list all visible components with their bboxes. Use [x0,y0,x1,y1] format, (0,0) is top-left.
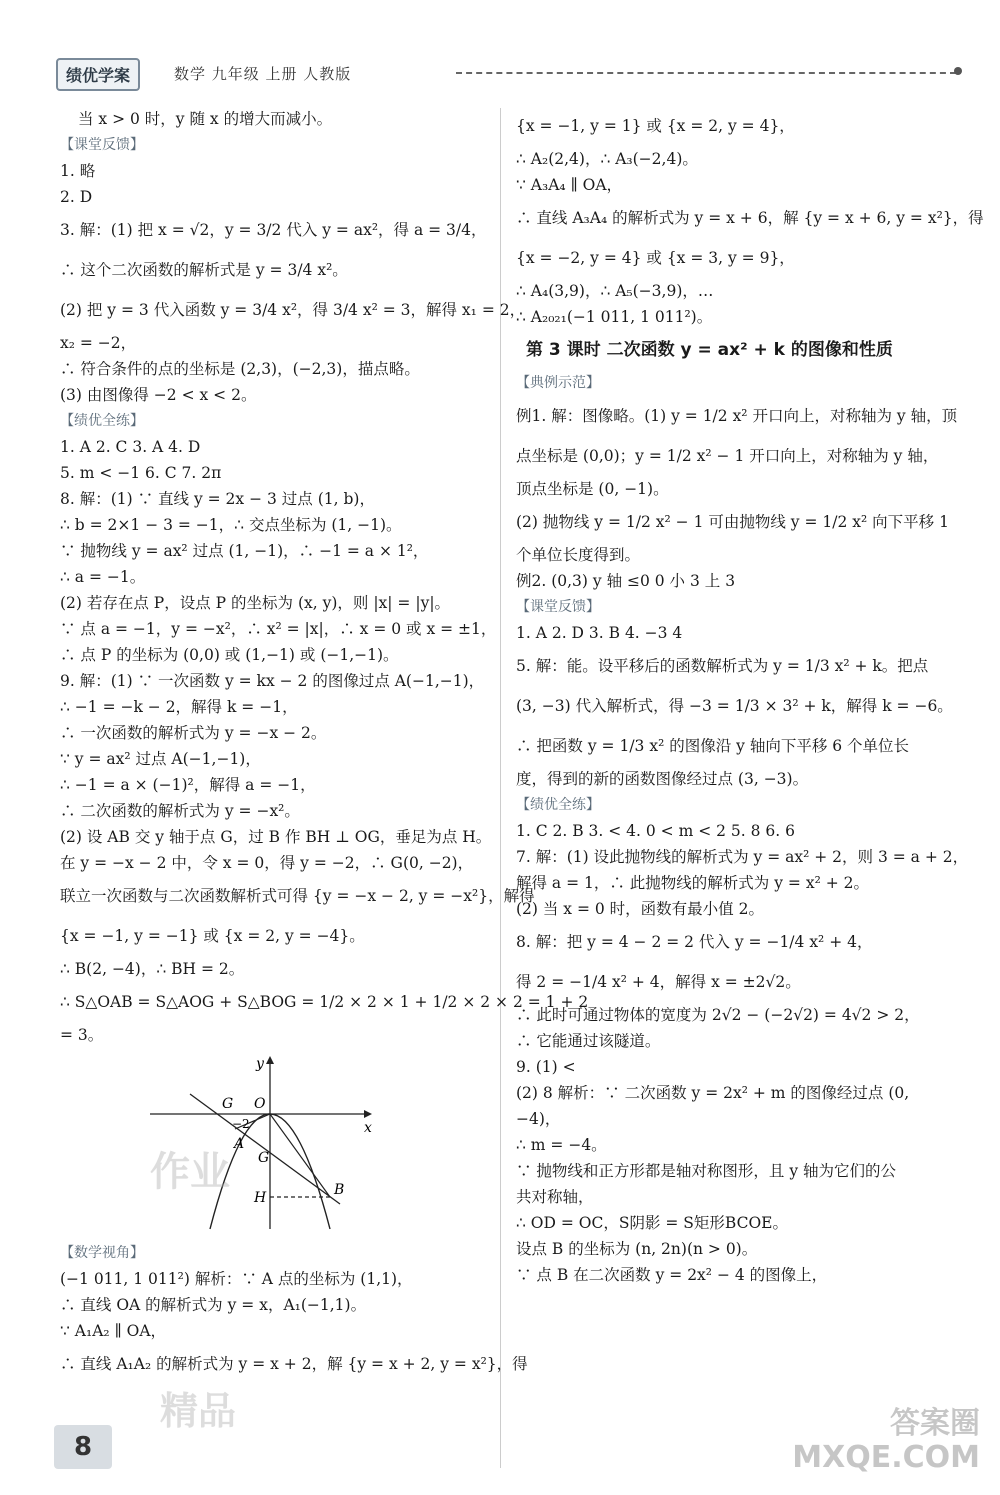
right-line: 例1. 解：图像略。(1) y = 1/2 x² 开口向上，对称轴为 y 轴，顶 [516,407,958,425]
left_after-line: ∴ 直线 OA 的解析式为 y = x，A₁(−1,1)。 [60,1296,367,1314]
left-line: ∵ y = ax² 过点 A(−1,−1)， [60,750,261,768]
left-line: ∴ B(2, −4)，∴ BH = 2。 [60,960,245,978]
right-line: 例2. (0,3) y 轴 ≤0 0 小 3 上 3 [516,572,736,590]
right-line: 顶点坐标是 (0, −1)。 [516,480,669,498]
left-line: 2. D [60,188,93,206]
brand-label: 绩优学案 [56,58,140,91]
label-x: x [364,1120,372,1136]
left-line: 1. 略 [60,162,96,180]
left-line: ∴ a = −1。 [60,568,146,586]
left-after-lines [60,1240,528,1384]
right-line: {x = −2, y = 4} 或 {x = 3, y = 9}， [516,249,795,267]
right-line: ∵ 抛物线和正方形都是轴对称图形，且 y 轴为它们的公 [516,1162,897,1180]
left-line: 1. A 2. C 3. A 4. D [60,438,201,456]
right-line: 【绩优全练】 [516,797,600,813]
right-line: 解得 a = 1，∴ 此抛物线的解析式为 y = x² + 2。 [516,874,869,892]
right-line: 5. 解：能。设平移后的函数解析式为 y = 1/3 x² + k。把点 [516,657,929,675]
right-lines [516,106,984,1288]
left-line: ∴ 点 P 的坐标为 (0,0) 或 (1,−1) 或 (−1,−1)。 [60,646,399,664]
left_after-line: 【数学视角】 [60,1245,144,1261]
left-line: (2) 若存在点 P，设点 P 的坐标为 (x, y)，则 |x| = |y|。 [60,594,451,612]
left-line: 3. 解：(1) 把 x = √2，y = 3/2 代入 y = ax²，得 a = 3/4， [60,221,487,239]
label-neg2: −2 [232,1117,250,1131]
left-line: ∴ 二次函数的解析式为 y = −x²。 [60,802,300,820]
left-line: = 3。 [60,1026,104,1044]
label-o: O [254,1096,266,1112]
right-line: −4)， [516,1110,561,1128]
right-line: 7. 解：(1) 设此抛物线的解析式为 y = ax² + 2，则 3 = a + 2， [516,848,969,866]
label-b: B [334,1182,345,1198]
right-line: (3, −3) 代入解析式，得 −3 = 1/3 × 3² + k，解得 k = −6。 [516,697,953,715]
right-line: 设点 B 的坐标为 (n, 2n)(n > 0)。 [516,1240,758,1258]
right-line: ∴ 它能通过该隧道。 [516,1032,661,1050]
right-line: 9. (1) < [516,1058,576,1076]
right-line: 得 2 = −1/4 x² + 4，解得 x = ±2√2。 [516,973,801,991]
right-line: ∵ A₃A₄ ∥ OA， [516,176,623,194]
left-line: 【课堂反馈】 [60,137,144,153]
right-line: {x = −1, y = 1} 或 {x = 2, y = 4}， [516,117,795,135]
left-line: ∴ −1 = a × (−1)²，解得 a = −1， [60,776,316,794]
left-line: ∵ 点 a = −1，y = −x²，∴ x² = |x|，∴ x = 0 或 x = ±1， [60,620,497,638]
watermark-1: 作业 [150,1149,230,1195]
right-line: 第 3 课时 二次函数 y = ax² + k 的图像和性质 [526,340,893,360]
left-line: 当 x > 0 时，y 随 x 的增大而减小。 [78,110,333,128]
label-g-top: G [222,1096,234,1112]
left-line: (3) 由图像得 −2 < x < 2。 [60,386,257,404]
segment-ob [270,1114,330,1197]
left_after-line: ∴ 直线 A₁A₂ 的解析式为 y = x + 2，解 {y = x + 2, y = x²}，得 [60,1355,528,1373]
left-line: ∵ 抛物线 y = ax² 过点 (1, −1)，∴ −1 = a × 1²， [60,542,429,560]
right-line: 个单位长度得到。 [516,546,641,564]
left-line: 5. m < −1 6. C 7. 2π [60,464,222,482]
label-y: y [256,1056,264,1072]
left_after-line: ∵ A₁A₂ ∥ OA， [60,1322,167,1340]
label-g: G [258,1150,270,1166]
page-number: 8 [54,1425,112,1469]
left-line: (2) 设 AB 交 y 轴于点 G，过 B 作 BH ⊥ OG，垂足为点 H。 [60,828,492,846]
right-line: ∴ OD = OC，S阴影 = S矩形BCOE。 [516,1214,788,1232]
left-line: ∴ S△OAB = S△AOG + S△BOG = 1/2 × 2 × 1 + 1/2 × 2 × 2 = 1 + 2 [60,993,589,1011]
left-line: 【绩优全练】 [60,413,144,429]
right-column [516,106,984,1288]
left-line: ∴ −1 = −k − 2，解得 k = −1， [60,698,298,716]
right-line: ∵ 点 B 在二次函数 y = 2x² − 4 的图像上， [516,1266,828,1284]
left-line: {x = −1, y = −1} 或 {x = 2, y = −4}。 [60,927,365,945]
left_after-line: (−1 011, 1 011²) 解析：∵ A 点的坐标为 (1,1)， [60,1270,413,1288]
right-line: ∴ 直线 A₃A₄ 的解析式为 y = x + 6，解 {y = x + 6, y = x²}，得 [516,209,984,227]
right-line: ∴ A₄(3,9)，∴ A₅(−3,9)，… [516,282,714,300]
right-line: (2) 抛物线 y = 1/2 x² − 1 可由抛物线 y = 1/2 x² 向下平移 1 [516,513,949,531]
left-line: 联立一次函数与二次函数解析式可得 {y = −x − 2, y = −x²}，解得 [60,887,535,905]
watermark-2: 精品 [160,1389,237,1433]
left-line: ∴ 符合条件的点的坐标是 (2,3)，(−2,3)，描点略。 [60,360,420,378]
header-rule [456,72,956,74]
right-line: (2) 8 解析：∵ 二次函数 y = 2x² + m 的图像经过点 (0, [516,1084,910,1102]
right-line: (2) 当 x = 0 时，函数有最小值 2。 [516,900,764,918]
right-line: 【课堂反馈】 [516,599,600,615]
left-line: ∴ 这个二次函数的解析式是 y = 3/4 x²。 [60,261,348,279]
left-line: (2) 把 y = 3 代入函数 y = 3/4 x²，得 3/4 x² = 3，解得 x₁ = 2， [60,301,526,319]
left-line: 8. 解：(1) ∵ 直线 y = 2x − 3 过点 (1, b)， [60,490,375,508]
right-line: ∴ A₂₀₂₁(−1 011, 1 011²)。 [516,308,713,326]
right-line: 点坐标是 (0,0)；y = 1/2 x² − 1 开口向上，对称轴为 y 轴， [516,447,939,465]
right-line: ∴ m = −4。 [516,1136,607,1154]
right-line: 1. A 2. D 3. B 4. −3 4 [516,624,683,642]
left-line: 9. 解：(1) ∵ 一次函数 y = kx − 2 的图像过点 A(−1,−1)， [60,672,485,690]
right-line: ∴ 把函数 y = 1/3 x² 的图像沿 y 轴向下平移 6 个单位长 [516,737,910,755]
right-line: 8. 解：把 y = 4 − 2 = 2 代入 y = −1/4 x² + 4， [516,933,873,951]
left-line: ∴ b = 2×1 − 3 = −1，∴ 交点坐标为 (1, −1)。 [60,516,402,534]
label-h: H [254,1190,267,1206]
right-line: 1. C 2. B 3. < 4. 0 < m < 2 5. 8 6. 6 [516,822,795,840]
corner-watermark: 答案圈 MXQE.COM [792,1406,980,1475]
right-line: 度，得到的新的函数图像经过点 (3, −3)。 [516,770,809,788]
y-axis-arrow [266,1056,274,1064]
left-line: 在 y = −x − 2 中，令 x = 0，得 y = −2，∴ G(0, −2)， [60,854,474,872]
x-axis-arrow [364,1110,372,1118]
header-dot [954,67,962,75]
left-line: x₂ = −2， [60,334,137,352]
left-line: ∴ 一次函数的解析式为 y = −x − 2。 [60,724,327,742]
label-a: A [234,1136,245,1152]
page-header [56,58,956,92]
right-line: 共对称轴， [516,1188,594,1206]
right-line: ∴ 此时可通过物体的宽度为 2√2 − (−2√2) = 4√2 > 2， [516,1006,920,1024]
right-line: 【典例示范】 [516,375,600,391]
right-line: ∴ A₂(2,4)，∴ A₃(−2,4)。 [516,150,698,168]
book-info: 数学 九年级 上册 人教版 [174,65,352,83]
